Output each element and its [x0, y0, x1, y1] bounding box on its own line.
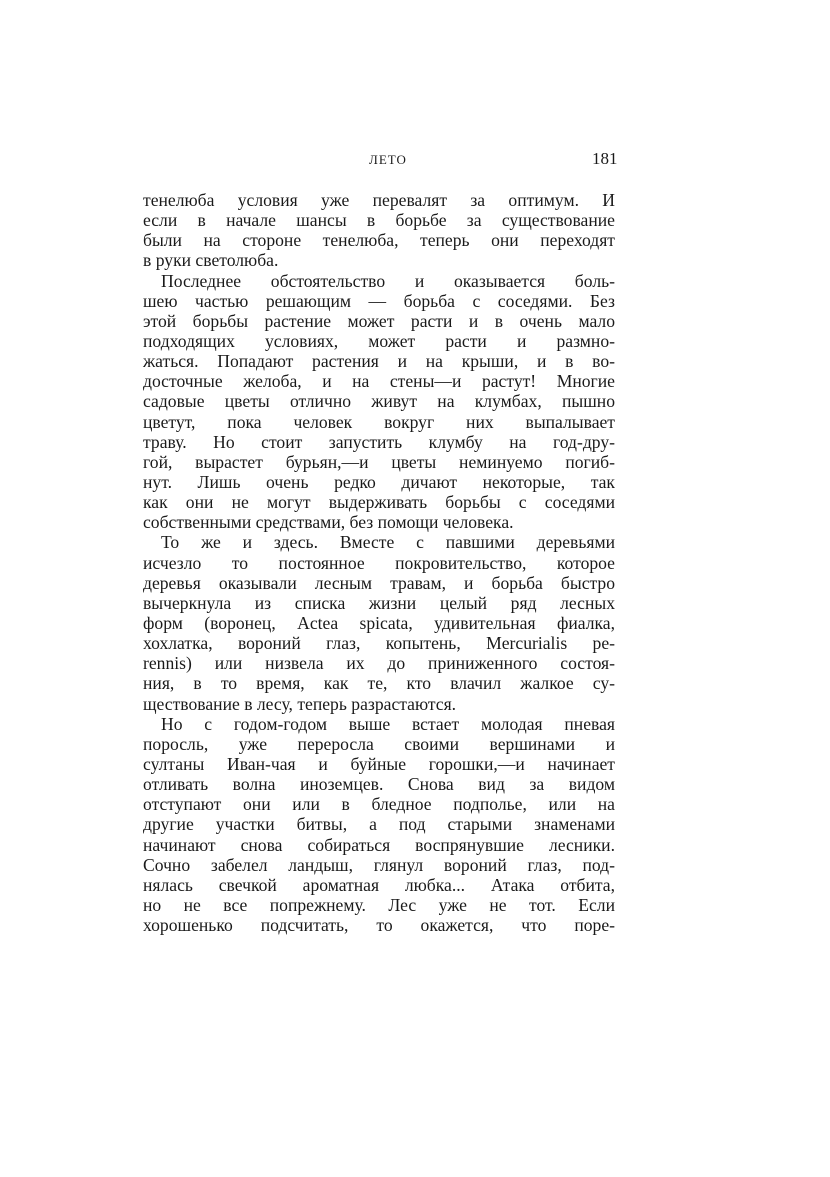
text-line: отступают они или в бледное подполье, или на [143, 794, 615, 815]
text-line: нут. Лишь очень редко дичают некоторые, так [143, 471, 615, 492]
text-line: хорошенько подсчитать, то окажется, что поре- [143, 915, 615, 936]
text-line: если в начале шансы в борьбе за существование [143, 210, 615, 231]
page-number: 181 [592, 149, 618, 168]
text-line: досточные желоба, и на стены—и растут! Многие [143, 371, 615, 392]
text-line: поросль, уже переросла своими вершинами и [143, 733, 615, 754]
text-line: цветут, пока человек вокруг них выпалывает [143, 411, 615, 432]
text-line: жаться. Попадают растения и на крыши, и в во- [143, 351, 615, 372]
text-line: были на стороне тенелюба, теперь они переходят [143, 230, 615, 251]
running-title: ЛЕТО [369, 152, 407, 167]
body-text [143, 190, 615, 935]
text-line: отливать волна иноземцев. Снова вид за видом [143, 774, 615, 795]
text-line: деревья оказывали лесным травам, и борьба быстро [143, 572, 615, 593]
text-line: другие участки битвы, а под старыми знаменами [143, 814, 615, 835]
text-line: но не все попрежнему. Лес уже не тот. Если [143, 894, 615, 915]
text-line: Сочно забелел ландыш, глянул вороний глаз, под- [143, 854, 615, 875]
text-line: хохлатка, вороний глаз, копытень, Mercurialis pe- [143, 633, 615, 654]
text-line: траву. Но стоит запустить клумбу на год-дру- [143, 431, 615, 452]
text-line: шею частью решающим — борьба с соседями. Без [143, 290, 615, 311]
text-line: исчезло то постоянное покровительство, которое [143, 552, 615, 573]
text-line: этой борьбы растение может расти и в очень мало [143, 310, 615, 331]
text-line: тенелюба условия уже перевалят за оптимум. И [143, 190, 615, 210]
text-line: как они не могут выдерживать борьбы с соседями [143, 492, 615, 513]
text-line: нялась свечкой ароматная любка... Атака отбита, [143, 874, 615, 895]
text-line: Последнее обстоятельство и оказывается боль- [161, 270, 615, 291]
text-line: rennis) или низвела их до приниженного состоя- [143, 653, 615, 674]
text-line: гой, вырастет бурьян,—и цветы неминуемо погиб- [143, 451, 615, 472]
text-line: султаны Иван-чая и буйные горошки,—и начинает [143, 753, 615, 774]
text-line: ния, в то время, как те, кто влачил жалкое су- [143, 673, 615, 694]
text-line: начинают снова собираться воспрянувшие лесники. [143, 834, 615, 855]
text-line: То же и здесь. Вместе с павшими деревьями [161, 532, 615, 553]
text-line: в руки светолюба. [143, 250, 279, 271]
text-line: садовые цветы отлично живут на клумбах, пышно [143, 391, 615, 412]
text-line: подходящих условиях, может расти и размно- [143, 330, 615, 351]
text-line: ществование в лесу, теперь разрастаются. [143, 693, 457, 714]
text-line: собственными средствами, без помощи человека. [143, 512, 514, 533]
text-line: вычеркнула из списка жизни целый ряд лесных [143, 592, 615, 613]
text-line: форм (воронец, Actea spicata, удивительная фиалка, [143, 612, 615, 633]
text-line: Но с годом-годом выше встает молодая пневая [161, 713, 615, 734]
